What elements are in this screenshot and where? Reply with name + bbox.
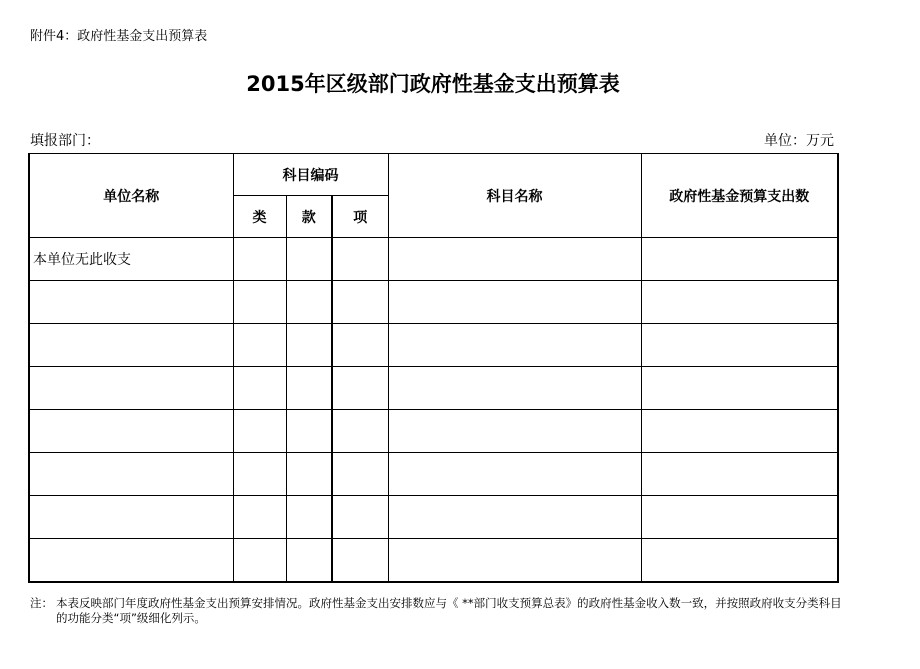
cell-category: [233, 367, 286, 410]
cell-unit-name: 本单位无此收支: [29, 238, 233, 281]
cell-unit-name: [29, 367, 233, 410]
cell-budget-amount: [641, 496, 838, 539]
cell-budget-amount: [641, 281, 838, 324]
cell-budget-amount: [641, 453, 838, 496]
header-category: 类: [233, 196, 286, 238]
cell-category: [233, 238, 286, 281]
table-row: [29, 367, 838, 410]
cell-subject-name: [388, 539, 641, 583]
cell-subject-name: [388, 496, 641, 539]
cell-unit-name: [29, 453, 233, 496]
header-unit-name: 单位名称: [29, 154, 233, 238]
cell-subject-name: [388, 324, 641, 367]
table-row: [29, 238, 838, 281]
cell-item: [332, 281, 388, 324]
cell-subject-name: [388, 281, 641, 324]
cell-section: [286, 410, 332, 453]
cell-section: [286, 496, 332, 539]
cell-budget-amount: [641, 539, 838, 583]
header-budget-amount: 政府性基金预算支出数: [641, 154, 838, 238]
cell-category: [233, 453, 286, 496]
cell-section: [286, 324, 332, 367]
header-subject-code: 科目编码: [233, 154, 388, 196]
cell-section: [286, 281, 332, 324]
cell-unit-name: [29, 324, 233, 367]
attachment-label: 附件4：政府性基金支出预算表: [30, 29, 208, 44]
cell-subject-name: [388, 238, 641, 281]
cell-budget-amount: [641, 410, 838, 453]
table-row: [29, 324, 838, 367]
footnote-line-2: 的功能分类“项”级细化列示。: [56, 611, 206, 625]
header-section: 款: [286, 196, 332, 238]
cell-category: [233, 324, 286, 367]
cell-category: [233, 496, 286, 539]
cell-unit-name: [29, 496, 233, 539]
table-row: [29, 539, 838, 583]
cell-category: [233, 281, 286, 324]
cell-unit-name: [29, 281, 233, 324]
table-row: [29, 496, 838, 539]
cell-item: [332, 238, 388, 281]
cell-section: [286, 367, 332, 410]
table-row: [29, 281, 838, 324]
cell-budget-amount: [641, 238, 838, 281]
cell-item: [332, 367, 388, 410]
cell-unit-name: [29, 539, 233, 583]
page-title: 2015年区级部门政府性基金支出预算表: [246, 72, 620, 96]
cell-item: [332, 453, 388, 496]
fill-department-label: 填报部门：: [30, 133, 100, 149]
table-row: [29, 410, 838, 453]
cell-unit-name: [29, 410, 233, 453]
cell-subject-name: [388, 367, 641, 410]
budget-table: [28, 153, 839, 583]
cell-item: [332, 539, 388, 583]
cell-budget-amount: [641, 367, 838, 410]
unit-label: 单位：万元: [764, 133, 834, 149]
header-subject-name: 科目名称: [388, 154, 641, 238]
cell-category: [233, 410, 286, 453]
cell-section: [286, 539, 332, 583]
table-row: [29, 453, 838, 496]
footnote-line-1: 本表反映部门年度政府性基金支出预算安排情况。政府性基金支出安排数应与《 **部门收支预算总表》的政府性基金收入数一致，并按照政府收支分类科目: [56, 596, 842, 610]
cell-category: [233, 539, 286, 583]
cell-budget-amount: [641, 324, 838, 367]
footnote: [30, 596, 910, 626]
cell-item: [332, 324, 388, 367]
cell-item: [332, 410, 388, 453]
cell-item: [332, 496, 388, 539]
cell-section: [286, 453, 332, 496]
header-item: 项: [332, 196, 388, 238]
cell-subject-name: [388, 410, 641, 453]
footnote-lead: 注：: [30, 596, 53, 610]
cell-section: [286, 238, 332, 281]
cell-subject-name: [388, 453, 641, 496]
